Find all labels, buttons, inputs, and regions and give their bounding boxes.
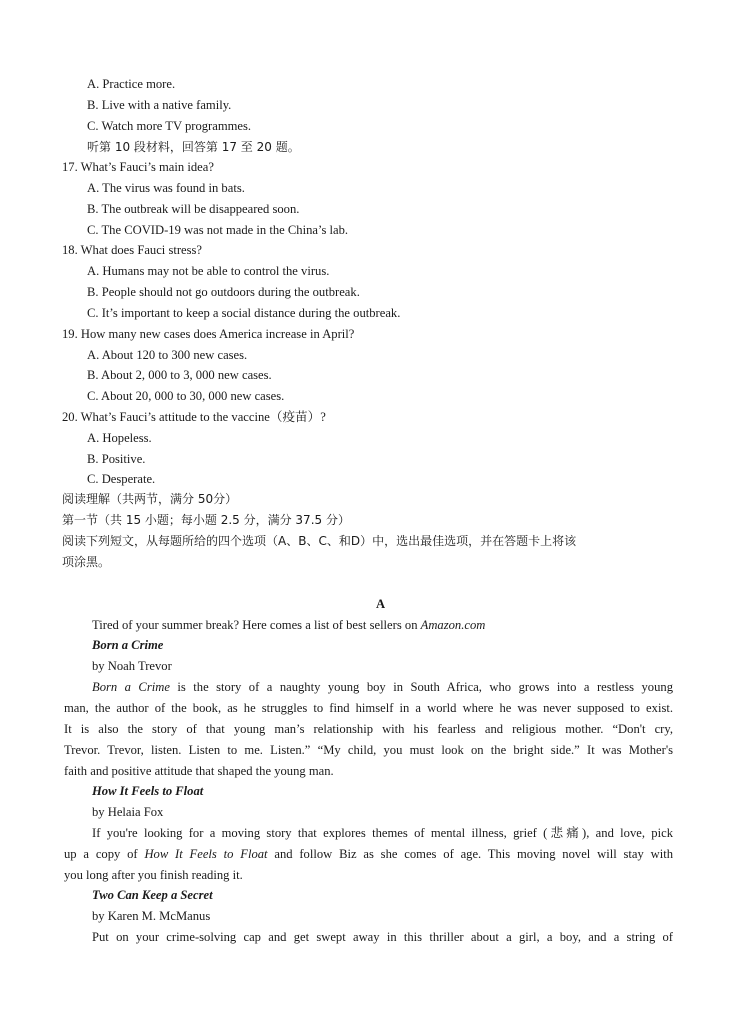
q19-stem: 19. How many new cases does America increase in April? [62, 327, 355, 341]
book-2-text-line-2 [64, 846, 673, 862]
q19-option-b: B. About 2, 000 to 3, 000 new cases. [87, 368, 272, 382]
book-2-author: by Helaia Fox [92, 805, 164, 819]
q20-option-c: C. Desperate. [87, 472, 156, 486]
reading-section-title: 第一节（共 15 小题；每小题 2.5 分，满分 37.5 分） [62, 513, 350, 527]
q16-option-c: C. Watch more TV programmes. [87, 119, 252, 133]
q17-option-a: A. The virus was found in bats. [87, 181, 245, 195]
passage-label: A [376, 597, 386, 611]
listening-instruction: 听第 10 段材料，回答第 17 至 20 题。 [87, 140, 300, 154]
book-1-text-line-2: man, the author of the book, as he struggles to find himself in a world where he was never supposed to exist. [64, 701, 673, 715]
reading-heading: 阅读理解（共两节，满分 50分） [62, 492, 238, 506]
q20-option-a: A. Hopeless. [87, 431, 152, 445]
q17-option-b: B. The outbreak will be disappeared soon. [87, 202, 300, 216]
book-1-text-line-4: Trevor. Trevor, listen. Listen to me. Listen.” “My child, you must look on the bright side.” It was Mother's [64, 743, 673, 757]
book-2-text-line-1: If you're looking for a moving story that explores themes of mental illness, grief (悲痛), and love, pick [92, 826, 673, 840]
book-2-line-2-start: up a copy of [64, 847, 145, 861]
q18-option-a: A. Humans may not be able to control the virus. [87, 264, 330, 278]
q17-stem: 17. What’s Fauci’s main idea? [62, 160, 214, 174]
book-1-text-line-1 [92, 679, 673, 695]
q20-option-b: B. Positive. [87, 452, 146, 466]
book-1-text-line-5: faith and positive attitude that shaped the young man. [64, 764, 334, 778]
passage-intro-text: Tired of your summer break? Here comes a list of best sellers on [92, 618, 421, 632]
q19-option-a: A. About 120 to 300 new cases. [87, 348, 248, 362]
book-3-author: by Karen M. McManus [92, 909, 211, 923]
q16-option-a: A. Practice more. [87, 77, 176, 91]
q20-stem: 20. What’s Fauci’s attitude to the vaccine（疫苗）? [62, 410, 326, 424]
q18-option-b: B. People should not go outdoors during the outbreak. [87, 285, 360, 299]
book-2-text-line-3: you long after you finish reading it. [64, 868, 243, 882]
passage-intro [92, 617, 485, 633]
reading-instruction-line-2: 项涂黑。 [62, 555, 111, 569]
book-1-line-1-rest: is the story of a naughty young boy in South Africa, who grows into a restless young [169, 680, 673, 694]
book-1-inline-title: Born a Crime [92, 680, 170, 694]
q18-option-c: C. It’s important to keep a social distance during the outbreak. [87, 306, 401, 320]
book-2-title: How It Feels to Float [92, 784, 204, 798]
q18-stem: 18. What does Fauci stress? [62, 243, 203, 257]
reading-instruction-line-1: 阅读下列短文，从每题所给的四个选项（A、B、C、和D）中，选出最佳选项，并在答题卡上将该 [62, 534, 577, 548]
q17-option-c: C. The COVID-19 was not made in the China’s lab. [87, 223, 349, 237]
passage-intro-site: Amazon.com [420, 618, 486, 632]
book-1-text-line-3: It is also the story of that young man’s relationship with his fearless and religious mother. “Don't cry, [64, 722, 673, 736]
book-1-title: Born a Crime [92, 638, 164, 652]
book-2-line-2-end: and follow Biz as she comes of age. This moving novel will stay with [267, 847, 674, 861]
book-3-title: Two Can Keep a Secret [92, 888, 213, 902]
q19-option-c: C. About 20, 000 to 30, 000 new cases. [87, 389, 285, 403]
book-1-author: by Noah Trevor [92, 659, 172, 673]
book-2-inline-title: How It Feels to Float [144, 847, 268, 861]
book-3-text-line-1: Put on your crime-solving cap and get swept away in this thriller about a girl, a boy, and a string of [92, 930, 673, 944]
q16-option-b: B. Live with a native family. [87, 98, 232, 112]
